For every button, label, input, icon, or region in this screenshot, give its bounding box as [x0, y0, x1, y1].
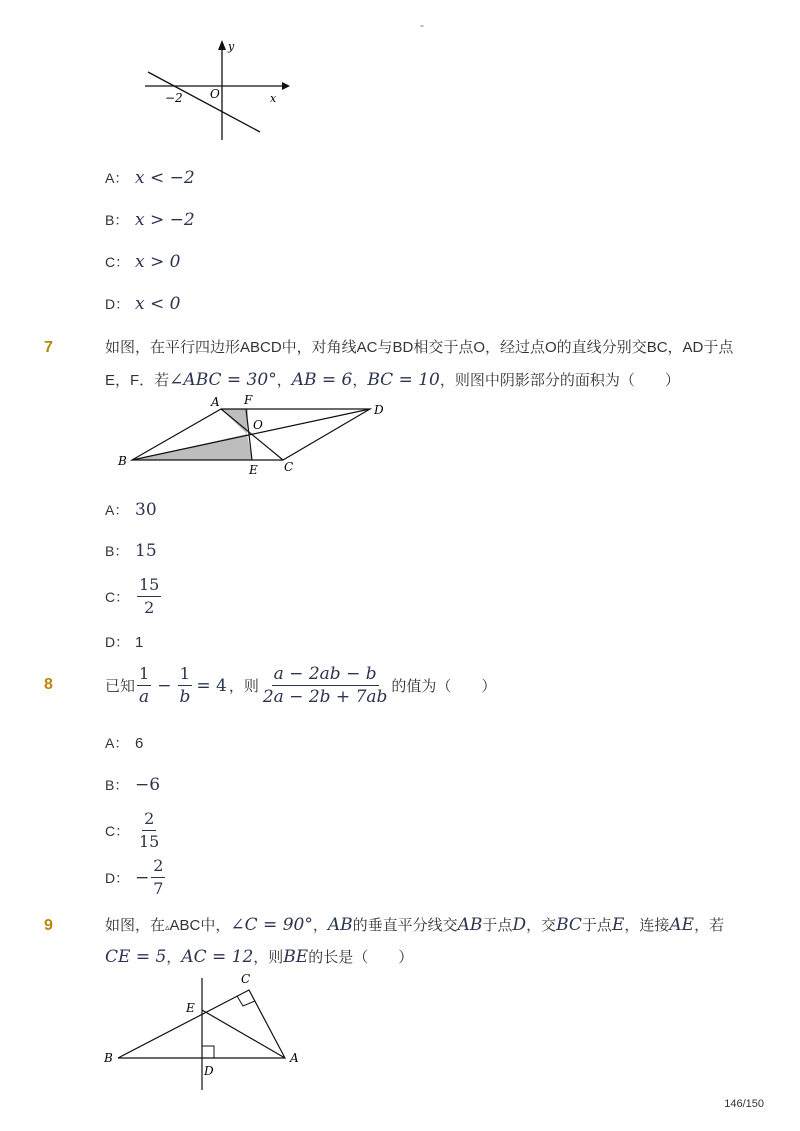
q9-text-line1: 如图，在▵ABC中，∠C = 90°，AB的垂直平分线交AB于点D，交BC于点E，连接AE，若	[105, 915, 725, 935]
question-number: 9	[44, 917, 53, 934]
q7-option-a[interactable]	[105, 500, 157, 520]
option-fraction: $\frac{15}{2}$	[139, 575, 160, 617]
q8-option-a[interactable]	[105, 733, 143, 753]
q8-option-c[interactable]	[105, 810, 163, 851]
q6-option-c[interactable]	[105, 252, 180, 272]
option-value: x < −2	[135, 168, 195, 188]
q7-option-b[interactable]	[105, 541, 157, 561]
svg-text:F: F	[244, 394, 253, 407]
svg-text:D: D	[374, 403, 384, 417]
option-label: D：	[105, 634, 130, 650]
q6-option-a[interactable]	[105, 168, 195, 188]
graph-label-origin: O	[210, 87, 220, 101]
option-value: x > −2	[135, 210, 195, 230]
option-value: 1	[135, 633, 144, 651]
q6-graph	[140, 36, 300, 146]
option-label: D：	[105, 869, 130, 886]
svg-text:O: O	[253, 418, 263, 432]
q8-text: 已知 $\frac{1}{a}$ − $\frac{1}{b}$ = 4 ，则 $\frac{a - 2ab - b}{2a - 2b + 7ab}$ 的值为（ ）	[105, 664, 497, 707]
svg-text:B: B	[104, 1051, 113, 1065]
svg-text:C: C	[241, 972, 251, 986]
option-label: B：	[105, 543, 129, 559]
option-value: −6	[135, 775, 161, 795]
q7-option-d[interactable]	[105, 632, 143, 652]
svg-text:B: B	[118, 454, 127, 468]
option-label: A：	[105, 502, 129, 518]
graph-label-neg2: −2	[165, 91, 183, 105]
option-value: x > 0	[135, 252, 181, 272]
graph-label-y: y	[228, 40, 235, 53]
option-value: 15	[135, 541, 157, 561]
option-value: 6	[135, 734, 144, 752]
option-fraction: $\frac{2}{7}$	[153, 856, 164, 898]
q6-option-b[interactable]	[105, 210, 195, 230]
option-label: C：	[105, 822, 130, 839]
svg-text:A: A	[211, 395, 220, 409]
option-label: B：	[105, 212, 129, 228]
svg-text:A: A	[290, 1051, 299, 1065]
q9-text-line2: CE = 5，AC = 12，则BE的长是（ ）	[105, 947, 414, 967]
q7-text-line2: E，F．若∠ABC = 30°，AB = 6，BC = 10，则图中阴影部分的面积为（ ）	[105, 370, 680, 390]
q8-option-b[interactable]	[105, 775, 160, 795]
svg-text:E: E	[249, 463, 258, 477]
option-value: x < 0	[135, 294, 181, 314]
option-value: 30	[135, 500, 157, 520]
option-sign: −	[135, 867, 150, 888]
question-number: 8	[44, 676, 53, 693]
option-fraction: $\frac{2}{15}$	[139, 809, 160, 851]
q7-option-c[interactable]	[105, 576, 163, 617]
svg-text:C: C	[284, 460, 294, 474]
graph-label-x: x	[270, 92, 277, 105]
svg-text:D: D	[204, 1064, 214, 1078]
q9-triangle-figure	[100, 970, 310, 1095]
option-label: C：	[105, 588, 130, 605]
option-label: A：	[105, 170, 129, 186]
option-label: B：	[105, 777, 129, 793]
top-mark: -	[420, 18, 424, 32]
q7-parallelogram-figure	[110, 394, 400, 478]
option-label: C：	[105, 254, 130, 270]
q8-option-d[interactable]	[105, 857, 167, 898]
option-label: A：	[105, 735, 129, 751]
page-number: 146/150	[724, 1098, 764, 1110]
svg-text:E: E	[186, 1001, 195, 1015]
question-number: 7	[44, 339, 53, 356]
q7-text-line1: 如图，在平行四边形ABCD中，对角线AC与BD相交于点O，经过点O的直线分别交BC，AD于点	[105, 339, 734, 356]
option-label: D：	[105, 296, 130, 312]
q6-option-d[interactable]	[105, 294, 180, 314]
